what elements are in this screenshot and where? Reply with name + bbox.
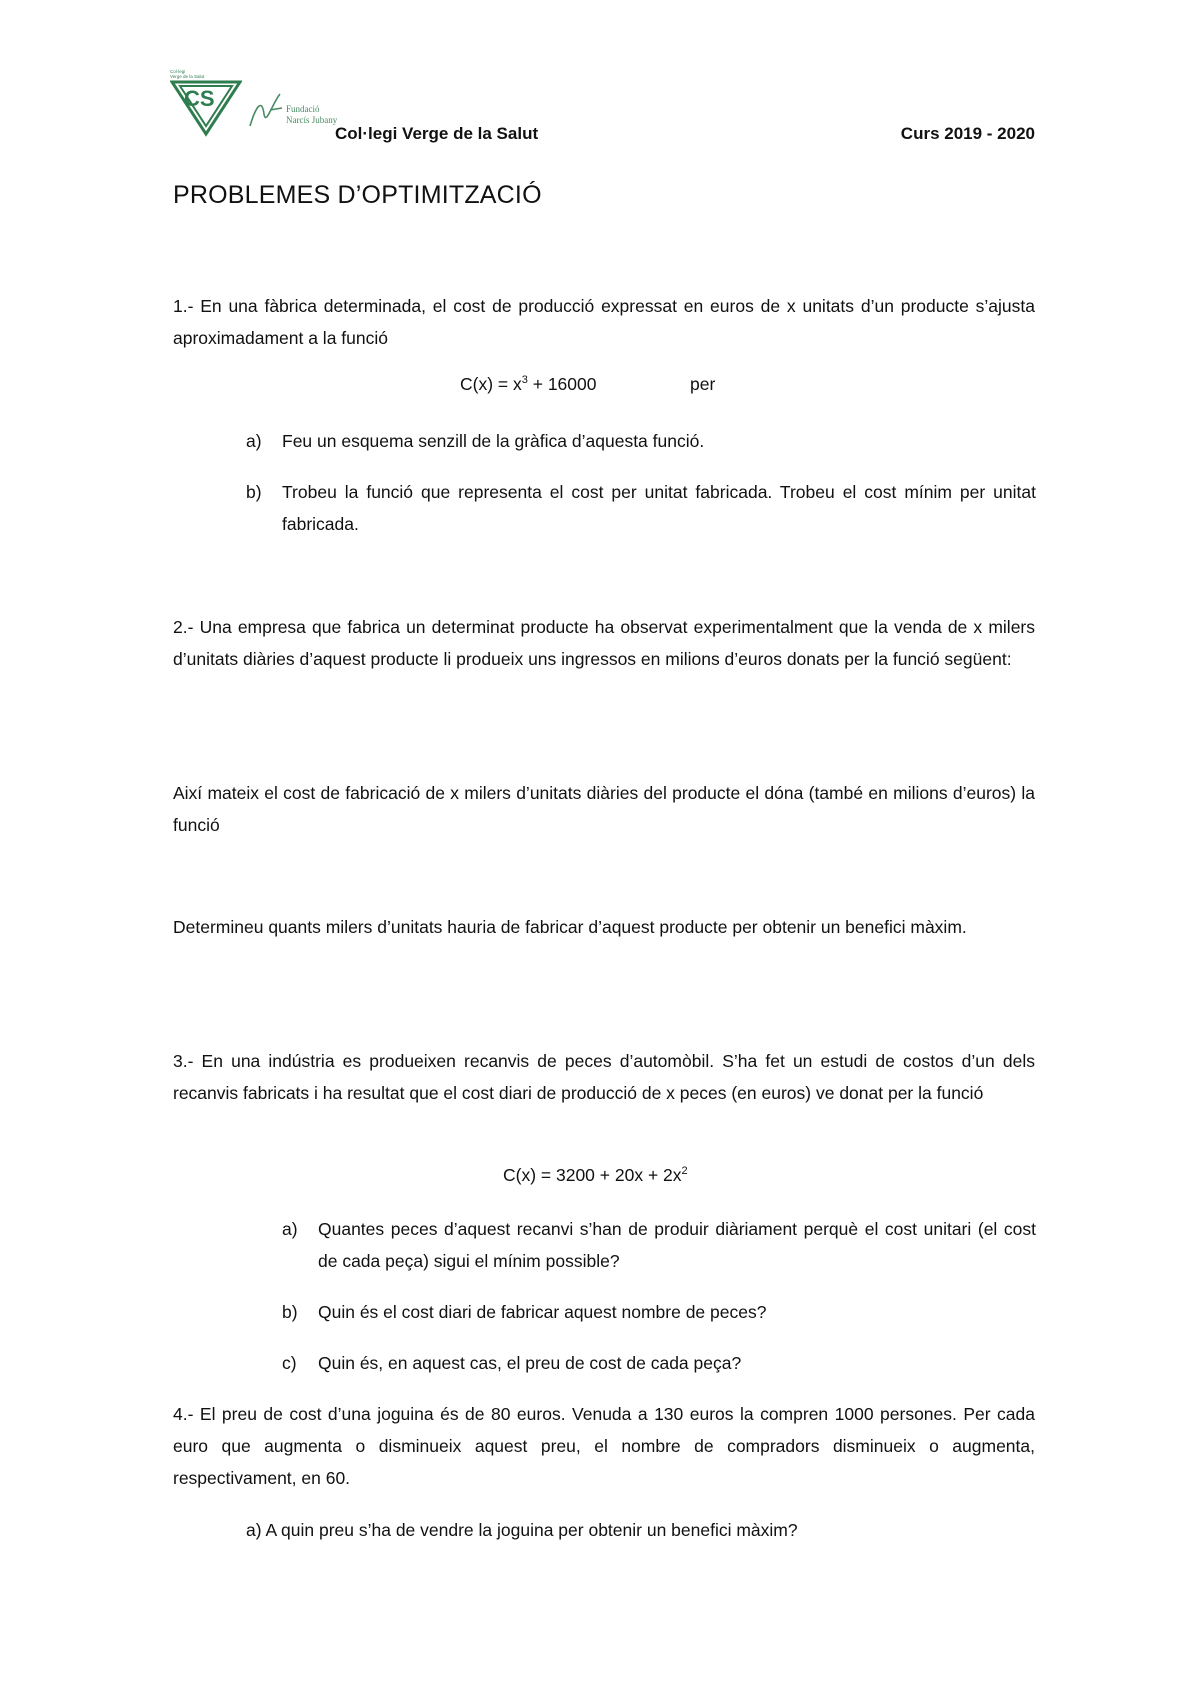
item-label: b): [246, 482, 262, 502]
problem-2-cost: Així mateix el cost de fabricació de x milers d’unitats diàries del producte el dóna (també en milions d’euros) la funció: [173, 783, 1035, 835]
formula-base: C(x) = 3200 + 20x + 2x: [503, 1165, 682, 1185]
svg-text:Col·legi: Col·legi: [170, 69, 186, 74]
problem-3-item-c: [282, 1347, 1036, 1379]
problem-3-item-a: [282, 1213, 1036, 1277]
problem-4-item-a: a) A quin preu s’ha de vendre la joguina per obtenir un benefici màxim?: [246, 1520, 798, 1540]
problem-1-item-a: [246, 425, 1036, 457]
problem-1-formula: [460, 374, 596, 395]
school-name: Col·legi Verge de la Salut: [335, 124, 539, 143]
problem-2-question: Determineu quants milers d’unitats hauria de fabricar d’aquest producte per obtenir un benefici màxim.: [173, 917, 967, 937]
page-header: [170, 68, 1035, 148]
formula-exponent: 2: [681, 1165, 688, 1178]
item-text: Trobeu la funció que representa el cost per unitat fabricada. Trobeu el cost mínim per unitat fabricada.: [282, 482, 1036, 534]
problem-4-intro: 4.- El preu de cost d’una joguina és de 80 euros. Venuda a 130 euros la compren 1000 persones. Per cada euro que augmenta o disminueix aquest preu, el nombre de compradors disminueix o augmenta, respectivament, en 60.: [173, 1404, 1035, 1488]
problem-3-intro: 3.- En una indústria es produeixen recanvis de peces d’automòbil. S’ha fet un estudi de costos d’un dels recanvis fabricats i ha resultat que el cost diari de producció de x peces (en euros) ve donat per la funció: [173, 1051, 1035, 1103]
foundation-logo: [246, 86, 346, 136]
item-text: Quin és, en aquest cas, el preu de cost de cada peça?: [318, 1353, 742, 1373]
problem-1-item-b: [246, 476, 1036, 540]
problem-3-item-b: [282, 1296, 1036, 1328]
formula-rest: + 16000: [527, 374, 597, 394]
item-text: Quin és el cost diari de fabricar aquest nombre de peces?: [318, 1302, 767, 1322]
svg-text:Narcís Jubany: Narcís Jubany: [286, 115, 338, 125]
problem-3-formula: [503, 1165, 688, 1186]
svg-text:CS: CS: [184, 86, 215, 111]
page-title: PROBLEMES D’OPTIMITZACIÓ: [173, 181, 542, 209]
problem-2-intro: 2.- Una empresa que fabrica un determinat producte ha observat experimentalment que la venda de x milers d’unitats diàries d’aquest producte li produeix uns ingressos en milions d’euros donats per la funció següent:: [173, 617, 1035, 669]
item-label: a): [246, 431, 262, 451]
svg-text:Fundació: Fundació: [286, 104, 320, 114]
school-logo: [170, 68, 242, 140]
problem-1-formula-note: per: [690, 374, 716, 394]
problem-1-intro: 1.- En una fàbrica determinada, el cost de producció expressat en euros de x unitats d’un producte s’ajusta aproximadament a la funció: [173, 296, 1035, 348]
item-label: a): [282, 1219, 298, 1239]
item-text: Feu un esquema senzill de la gràfica d’aquesta funció.: [282, 431, 705, 451]
svg-text:Verge de la Salut: Verge de la Salut: [170, 74, 205, 79]
item-label: b): [282, 1302, 298, 1322]
course-year: Curs 2019 - 2020: [900, 124, 1035, 143]
formula-exponent: 3: [521, 374, 528, 387]
formula-base: C(x) = x: [460, 374, 522, 394]
item-text: Quantes peces d’aquest recanvi s’han de produir diàriament perquè el cost unitari (el cost de cada peça) sigui el mínim possible?: [318, 1219, 1036, 1271]
item-label: c): [282, 1353, 297, 1373]
